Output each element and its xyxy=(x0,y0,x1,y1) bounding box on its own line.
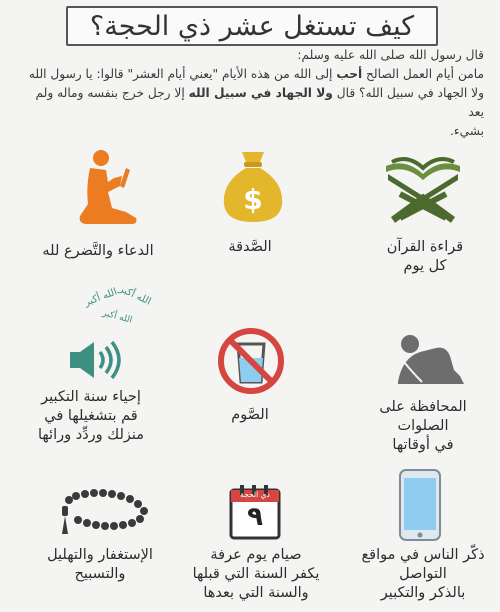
label-arafah: صيام يوم عرفة يكفر السنة التي قبلها والسنة التي بعدها xyxy=(192,547,320,601)
hadith-line-4: بشيء. xyxy=(449,124,484,138)
label-dua: الدعاء والتَّضرع لله xyxy=(42,243,154,259)
calendar-day: ٩ xyxy=(247,502,263,532)
takbeer-word-1: الله أكبر xyxy=(83,286,119,309)
hadith-line-3: ولا الجهاد في سبيل الله؟ قال ولا الجهاد في سبيل الله إلا رجل خرج بنفسه وماله ولم يعد xyxy=(35,86,484,119)
label-remind: ذكّر الناس في مواقع التواصل بالذكر والتكبير xyxy=(361,547,485,601)
calendar-header: ذي الحجة xyxy=(240,490,270,499)
smartphone-icon xyxy=(398,468,442,542)
label-prayer: المحافظة على الصلوات في أوقاتها xyxy=(379,399,467,453)
praying-person-icon xyxy=(68,146,148,230)
title-box xyxy=(66,6,438,46)
quran-stand-icon xyxy=(378,144,468,224)
speaker-icon xyxy=(66,338,126,382)
page-title: كيف تستغل عشر ذي الحجة؟ xyxy=(89,10,415,42)
takbeer-word-2: الله أكبر xyxy=(117,283,153,308)
label-takbeer: إحياء سنة التكبير قم بتشغيلها في منزلك وردِّد ورائها xyxy=(37,389,145,443)
hadith-line-1: قال رسول الله صلى الله عليه وسلم: xyxy=(297,48,484,62)
prayer-beads-icon xyxy=(56,484,156,540)
label-istighfar: الإستغفار والتهليل والتسبيح xyxy=(47,547,153,582)
label-charity: الصَّدقة xyxy=(228,239,272,255)
hadith-line-2: مامن أيام العمل الصالح أحب إلى الله من هذه الأيام "يعني أيام العشر" قالوا: يا رسول الله xyxy=(28,67,484,81)
prostrating-person-icon xyxy=(388,322,472,392)
label-quran: قراءة القرآن كل يوم xyxy=(386,239,464,274)
no-drink-icon xyxy=(216,326,286,396)
label-fasting: الصَّوم xyxy=(231,407,269,423)
hadith-text xyxy=(18,46,484,141)
svg-text:$: $ xyxy=(243,183,263,216)
money-bag-icon xyxy=(218,146,288,226)
takbeer-word-3: الله أكبر xyxy=(101,308,134,326)
